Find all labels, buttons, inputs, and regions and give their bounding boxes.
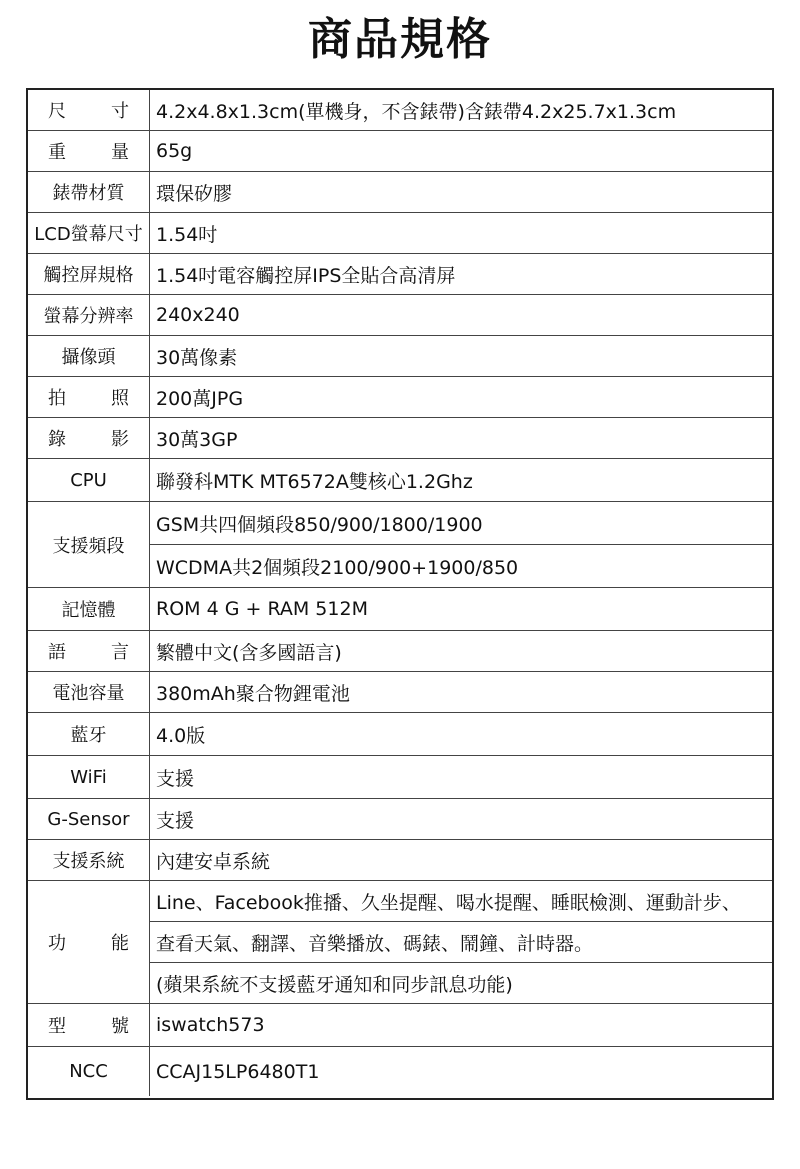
spec-label-text: 觸控屏規格 xyxy=(43,265,134,286)
spec-value-line: 支援 xyxy=(156,809,195,832)
spec-row xyxy=(28,588,772,631)
spec-label-text: 量 xyxy=(111,142,129,163)
spec-label-text: 電池容量 xyxy=(52,683,125,704)
spec-label xyxy=(28,254,150,294)
spec-label-text: LCD螢幕尺寸 xyxy=(34,224,143,245)
spec-label xyxy=(28,295,150,335)
spec-row xyxy=(28,336,772,377)
spec-value xyxy=(150,588,772,630)
spec-label xyxy=(28,713,150,755)
spec-label xyxy=(28,1047,150,1096)
spec-label-text: WiFi xyxy=(70,766,107,788)
page-title: 商品規格 xyxy=(308,14,492,65)
spec-value-line: 環保矽膠 xyxy=(156,182,233,205)
spec-value-line: 查看天氣、翻譯、音樂播放、碼錶、鬧鐘、計時器。 xyxy=(150,921,772,962)
spec-value-line: Line、Facebook推播、久坐提醒、喝水提醒、睡眠檢測、運動計步、 xyxy=(156,891,741,914)
spec-value xyxy=(150,90,772,130)
spec-label-text: 言 xyxy=(111,642,129,663)
spec-label xyxy=(28,377,150,417)
spec-value xyxy=(150,418,772,458)
spec-value-line: iswatch573 xyxy=(156,1014,265,1036)
spec-value-line: (蘋果系統不支援藍牙通知和同步訊息功能) xyxy=(150,962,772,1003)
spec-label xyxy=(28,881,150,1003)
spec-table xyxy=(26,88,774,1100)
spec-value-line: WCDMA共2個頻段2100/900+1900/850 xyxy=(150,544,772,587)
spec-value-line: GSM共四個頻段850/900/1800/1900 xyxy=(156,513,483,536)
spec-value-line: 內建安卓系統 xyxy=(156,850,271,873)
spec-label-text: 語 xyxy=(48,642,66,663)
spec-label xyxy=(28,588,150,630)
spec-value xyxy=(150,840,772,880)
spec-label-text: 寸 xyxy=(111,101,129,122)
spec-value-line: 380mAh聚合物鋰電池 xyxy=(156,682,350,705)
spec-row xyxy=(28,713,772,756)
spec-value-line: 繁體中文(含多國語言) xyxy=(156,641,342,664)
spec-value-line: 4.0版 xyxy=(156,724,206,747)
spec-label-text: 號 xyxy=(111,1016,129,1037)
spec-value xyxy=(150,131,772,171)
spec-label-text: 螢幕分辨率 xyxy=(43,306,134,327)
spec-label xyxy=(28,418,150,458)
spec-label-text: 能 xyxy=(111,933,129,954)
spec-value-line: 65g xyxy=(156,140,193,162)
spec-value-line: CCAJ15LP6480T1 xyxy=(156,1060,320,1083)
spec-label-text: 攝像頭 xyxy=(61,347,116,368)
spec-row xyxy=(28,90,772,131)
spec-value xyxy=(150,377,772,417)
spec-row xyxy=(28,131,772,172)
spec-label-text: 照 xyxy=(111,388,129,409)
spec-row xyxy=(28,213,772,254)
spec-label-text: 功 xyxy=(48,933,66,954)
spec-value-line: 30萬3GP xyxy=(156,428,238,451)
spec-value xyxy=(150,799,772,839)
spec-value xyxy=(150,336,772,376)
spec-label-text: NCC xyxy=(69,1061,108,1082)
spec-value xyxy=(150,295,772,335)
spec-label-text: 記憶體 xyxy=(61,600,116,621)
spec-label-text: 重 xyxy=(48,142,66,163)
spec-row xyxy=(28,295,772,336)
spec-label xyxy=(28,1004,150,1046)
spec-label xyxy=(28,799,150,839)
spec-value xyxy=(150,459,772,501)
spec-label-text: 支援頻段 xyxy=(52,535,125,557)
spec-value xyxy=(150,672,772,712)
spec-label xyxy=(28,502,150,587)
spec-value-line: 聯發科MTK MT6572A雙核心1.2Ghz xyxy=(156,470,473,493)
spec-label xyxy=(28,90,150,130)
spec-value-line: 200萬JPG xyxy=(156,387,244,410)
spec-row xyxy=(28,840,772,881)
spec-value-line: 240x240 xyxy=(156,304,240,326)
spec-label xyxy=(28,631,150,671)
spec-label xyxy=(28,840,150,880)
spec-label xyxy=(28,336,150,376)
spec-row xyxy=(28,756,772,799)
spec-label xyxy=(28,756,150,798)
spec-value-line: ROM 4 G + RAM 512M xyxy=(156,598,368,620)
spec-label-text: CPU xyxy=(70,469,107,491)
spec-value xyxy=(150,254,772,294)
spec-value-line: 1.54吋 xyxy=(156,223,218,246)
spec-row xyxy=(28,377,772,418)
spec-value xyxy=(150,502,772,587)
spec-label xyxy=(28,131,150,171)
spec-value xyxy=(150,881,772,1003)
spec-value xyxy=(150,756,772,798)
spec-row xyxy=(28,1047,772,1096)
spec-label-text: 型 xyxy=(48,1016,66,1037)
spec-label xyxy=(28,672,150,712)
spec-label-text: 錶帶材質 xyxy=(52,183,125,204)
spec-label-text: 尺 xyxy=(48,101,66,122)
spec-row xyxy=(28,799,772,840)
spec-value xyxy=(150,1047,772,1096)
spec-label xyxy=(28,459,150,501)
spec-row xyxy=(28,254,772,295)
spec-value-line: 支援 xyxy=(156,767,195,790)
spec-row xyxy=(28,459,772,502)
spec-label-text: 影 xyxy=(111,429,129,450)
spec-row xyxy=(28,1004,772,1047)
spec-label-text: 支援系統 xyxy=(52,851,125,872)
spec-row xyxy=(28,418,772,459)
spec-row xyxy=(28,172,772,213)
spec-value-line: 30萬像素 xyxy=(156,346,238,369)
spec-value-line: 1.54吋電容觸控屏IPS全貼合高清屏 xyxy=(156,264,456,287)
spec-label xyxy=(28,213,150,253)
spec-value xyxy=(150,631,772,671)
spec-label-text: 拍 xyxy=(48,388,66,409)
spec-row xyxy=(28,631,772,672)
spec-value xyxy=(150,713,772,755)
spec-row xyxy=(28,502,772,588)
spec-row xyxy=(28,881,772,1004)
spec-label xyxy=(28,172,150,212)
spec-row xyxy=(28,672,772,713)
spec-label-text: 錄 xyxy=(48,429,66,450)
spec-value xyxy=(150,213,772,253)
spec-label-text: G-Sensor xyxy=(47,808,130,830)
spec-value-line: 4.2x4.8x1.3cm(單機身，不含錶帶)含錶帶4.2x25.7x1.3cm xyxy=(156,100,677,123)
spec-value xyxy=(150,1004,772,1046)
spec-value xyxy=(150,172,772,212)
spec-label-text: 藍牙 xyxy=(70,725,107,746)
